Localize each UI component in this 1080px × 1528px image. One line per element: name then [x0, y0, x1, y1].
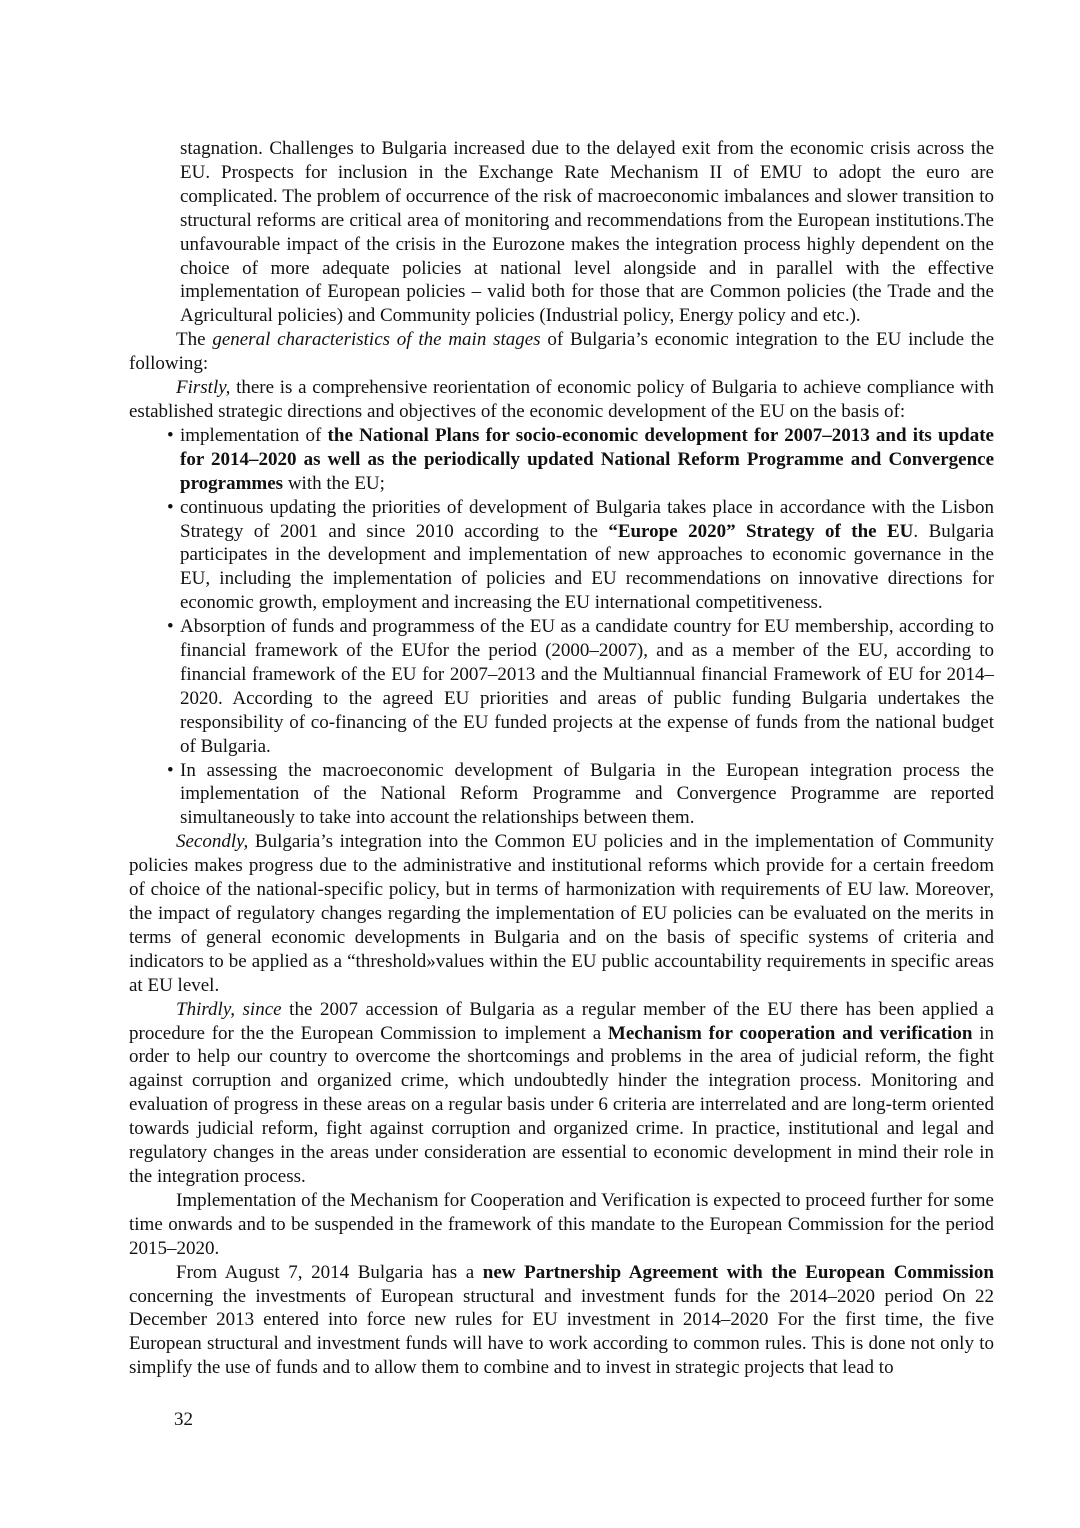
paragraph-thirdly: Thirdly, since the 2007 accession of Bulgaria as a regular member of the EU there has been applied a procedure for the the European Commission to implement a Mechanism for cooperation and verification in order to help our country to overcome the shortcomings and problems in the area of judicial reform, the fight against corruption and organized crime, which undoubtedly hinder the integration process. Monitoring and evaluation of progress in these areas on a regular basis under 6 criteria are interrelated and are long-term oriented towards judicial reform, fight against corruption and organized crime. In practice, institutional and legal and regulatory changes in the areas under consideration are essential to economic development in mind their role in the integration process. — [129, 998, 994, 1187]
italic-lead: Thirdly, since — [176, 998, 282, 1020]
bullet-icon: • — [167, 616, 174, 638]
bullet-icon: • — [167, 496, 174, 518]
list-item: • continuous updating the priorities of development of Bulgaria takes place in accordance with the Lisbon Strategy of 2001 and since 2010 according to the “Europe 2020” Strategy of the EU. Bulgaria participates in the development and implementation of new approaches to economic governance in the EU, including the implementation of policies and EU recommendations on innovative directions for economic growth, employment and increasing the EU international competitiveness. — [167, 496, 994, 614]
paragraph-secondly: Secondly, Bulgaria’s integration into the Common EU policies and in the implementation of Community policies makes progress due to the administrative and institutional reforms which provide for a certain freedom of choice of the national-specific policy, but in terms of harmonization with requirements of EU law. Moreover, the impact of regulatory changes regarding the implementation of EU policies can be evaluated on the merits in terms of general economic developments in Bulgaria and on the basis of specific systems of criteria and indicators to be applied as a “threshold»values within the EU public accountability requirements in specific areas at EU level. — [129, 831, 994, 996]
paragraph-firstly: Firstly, there is a comprehensive reorientation of economic policy of Bulgaria to achieve compliance with established strategic directions and objectives of the economic development of the EU on the basis of: — [129, 377, 994, 422]
page-number: 32 — [174, 1409, 193, 1430]
paragraph-partnership-agreement: From August 7, 2014 Bulgaria has a new Partnership Agreement with the European Commission concerning the investments of European structural and investment funds for the 2014–2020 period On 22 December 2013 entered into force new rules for EU investment in 2014–2020 For the first time, the five European structural and investment funds will have to work according to common rules. This is done not only to simplify the use of funds and to allow them to combine and to invest in strategic projects that lead to — [129, 1261, 994, 1379]
bold-phrase: the National Plans for socio-economic development for 2007–2013 and its update for 2014–2020 as well as the periodically updated National Reform Programme and Convergence programmes — [180, 424, 994, 494]
paragraph-general-characteristics: The general characteristics of the main stages of Bulgaria’s economic integration to the EU include the following: — [129, 329, 994, 375]
bullet-list — [129, 424, 994, 830]
bold-phrase: “Europe 2020” Strategy of the EU — [608, 520, 914, 542]
italic-lead: Firstly, — [176, 377, 231, 399]
bullet-icon: • — [167, 424, 174, 446]
list-item: • implementation of the National Plans for socio-economic development for 2007–2013 and its update for 2014–2020 as well as the periodically updated National Reform Programme and Convergence programmes with the EU; — [167, 424, 994, 494]
body-text — [129, 137, 994, 1380]
list-item: • In assessing the macroeconomic development of Bulgaria in the European integration process the implementation of the National Reform Programme and Convergence Programme are reported simultaneously to take into account the relationships between them. — [167, 759, 994, 829]
paragraph-continuation: stagnation. Challenges to Bulgaria increased due to the delayed exit from the economic crisis across the EU. Prospects for inclusion in the Exchange Rate Mechanism II of EMU to adopt the euro are complicated. The problem of occurrence of the risk of macroeconomic imbalances and slower transition to structural reforms are critical area of monitoring and recommendations from the European institutions.The unfavourable impact of the crisis in the Eurozone makes the integration process highly dependent on the choice of more adequate policies at national level alongside and in parallel with the effective implementation of European policies – valid both for those that are Common policies (the Trade and the Agricultural policies) and Community policies (Industrial policy, Energy policy and etc.). — [180, 138, 994, 327]
italic-lead: Secondly, — [176, 831, 249, 853]
paragraph-implementation: Implementation of the Mechanism for Cooperation and Verification is expected to proceed further for some time onwards and to be suspended in the framework of this mandate to the European Commission for the period 2015–2020. — [129, 1189, 994, 1259]
bullet-icon: • — [167, 759, 174, 781]
bold-phrase: new Partnership Agreement with the European Commission — [482, 1261, 994, 1283]
bold-phrase: Mechanism for cooperation and verification — [607, 1022, 973, 1044]
italic-phrase: general characteristics of the main stages — [212, 329, 541, 351]
list-item: • Absorption of funds and programmess of the EU as a candidate country for EU membership, according to financial framework of the EUfor the period (2000–2007), and as a member of the EU, according to financial framework of the EU for 2007–2013 and the Multiannual financial Framework of EU for 2014–2020. According to the agreed EU priorities and areas of public funding Bulgaria undertakes the responsibility of co-financing of the EU funded projects at the expense of funds from the national budget of Bulgaria. — [167, 616, 994, 757]
